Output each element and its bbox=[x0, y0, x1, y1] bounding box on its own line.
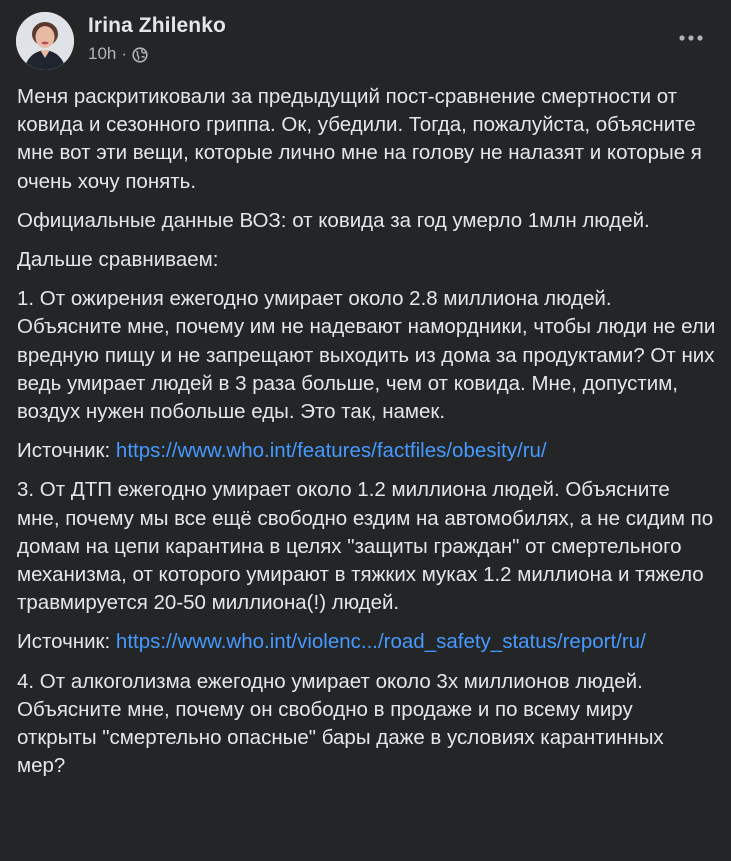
post-paragraph-who-data: Официальные данные ВОЗ: от ковида за год умерло 1млн людей. bbox=[17, 208, 650, 232]
post-paragraph-source-2 bbox=[17, 628, 717, 656]
post-paragraph-compare: Дальше сравниваем: bbox=[17, 248, 219, 272]
post-paragraph-road-accidents: 3. От ДТП ежегодно умирает около 1.2 миллиона людей. Объясните мне, почему мы все ещё свободно ездим на автомобилях, а не сидим по домам на цепи карантина в целях "защиты граждан" от смертельного механизма, от которого умирают в тяжких муках 1.2 миллиона и тяжело травмируется 20-50 миллиона(!) людей. bbox=[17, 478, 714, 615]
post-header bbox=[16, 12, 715, 70]
more-options-button[interactable] bbox=[671, 18, 711, 58]
post-paragraph-alcoholism: 4. От алкоголизма ежегодно умирает около 3х миллионов людей. Объясните мне, почему он свободно в продаже и по всему миру открыты "смертельно опасные" бары даже в условиях карантинных мер? bbox=[17, 669, 664, 778]
post-paragraph-source-1 bbox=[17, 437, 717, 465]
source-link-obesity[interactable]: https://www.who.int/features/factfiles/obesity/ru/ bbox=[115, 439, 547, 463]
post-timestamp[interactable]: 10h bbox=[88, 44, 117, 63]
meta-separator: · bbox=[121, 44, 128, 63]
source-link-road-safety[interactable]: https://www.who.int/violenc.../road_safety_status/report/ru/ bbox=[115, 630, 646, 654]
author-name[interactable]: Irina Zhilenko bbox=[88, 14, 226, 37]
source-label: Источник: bbox=[17, 630, 116, 654]
post-body bbox=[17, 83, 717, 791]
post-meta bbox=[88, 44, 148, 64]
avatar-image bbox=[16, 12, 74, 70]
more-options-icon bbox=[678, 34, 704, 42]
source-label: Источник: bbox=[17, 439, 116, 463]
post-paragraph-obesity: 1. От ожирения ежегодно умирает около 2.8 миллиона людей. Объясните мне, почему им не надевают намордники, чтобы люди не ели вредную пищу и не запрещают выходить из дома за продуктами? От них ведь умирает людей в 3 раза больше, чем от ковида. Мне, допустим, воздух нужен побольше еды. Это так, намек. bbox=[17, 287, 716, 424]
post-paragraph-intro: Меня раскритиковали за предыдущий пост-сравнение смертности от ковида и сезонного гриппа. Ок, убедили. Тогда, пожалуйста, объясните мне вот эти вещи, которые лично мне на голову не налазят и которые я очень хочу понять. bbox=[17, 85, 702, 193]
globe-icon bbox=[132, 47, 148, 63]
author-avatar[interactable] bbox=[16, 12, 74, 70]
